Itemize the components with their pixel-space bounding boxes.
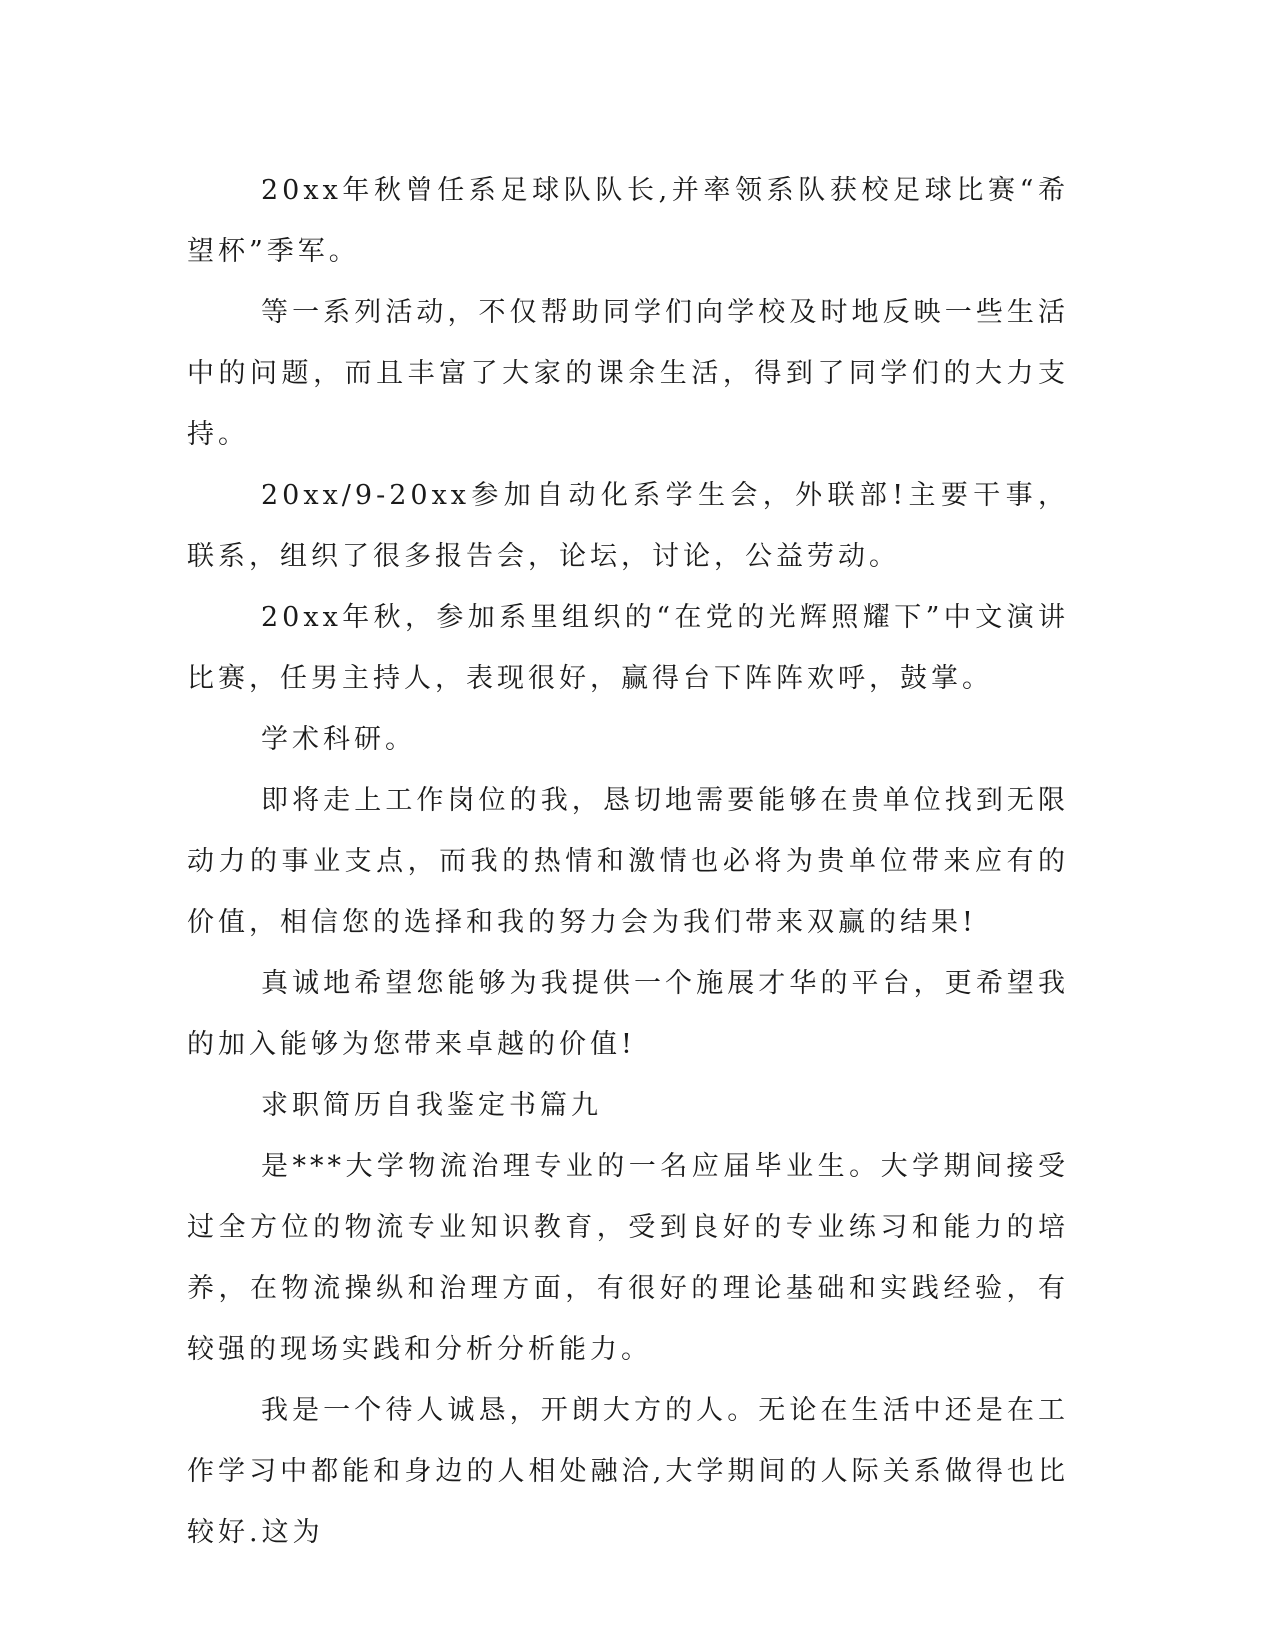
section-heading: 求职简历自我鉴定书篇九 bbox=[261, 1090, 602, 1121]
paragraph-logistics-major: 是***大学物流治理专业的一名应届毕业生。大学期间接受过全方位的物流专业知识教育，受到良好的专业练习和能力的培养，在物流操纵和治理方面，有很好的理论基础和实践经验，有较强的现场实践和分析分析能力。 bbox=[187, 1151, 1069, 1365]
paragraph-football-captain: 20xx年秋曾任系足球队队长,并率领系队获校足球比赛“希望杯”季军。 bbox=[187, 175, 1069, 267]
paragraph-activities: 等一系列活动，不仅帮助同学们向学校及时地反映一些生活中的问题，而且丰富了大家的课余生活，得到了同学们的大力支持。 bbox=[187, 297, 1069, 450]
paragraph-sincere-hope: 真诚地希望您能够为我提供一个施展才华的平台，更希望我的加入能够为您带来卓越的价值! bbox=[187, 968, 1069, 1060]
paragraph-academic-research: 学术科研。 bbox=[261, 724, 416, 755]
paragraph-job-aspiration: 即将走上工作岗位的我，恳切地需要能够在贵单位找到无限动力的事业支点，而我的热情和激情也必将为贵单位带来应有的价值，相信您的选择和我的努力会为我们带来双赢的结果! bbox=[187, 785, 1069, 938]
document-body bbox=[187, 160, 1069, 1563]
paragraph-personality: 我是一个待人诚恳，开朗大方的人。无论在生活中还是在工作学习中都能和身边的人相处融洽,大学期间的人际关系做得也比较好.这为 bbox=[187, 1395, 1069, 1548]
paragraph-student-union: 20xx/9-20xx参加自动化系学生会，外联部!主要干事，联系，组织了很多报告会，论坛，讨论，公益劳动。 bbox=[187, 480, 1069, 572]
paragraph-speech-contest: 20xx年秋，参加系里组织的“在党的光辉照耀下”中文演讲比赛，任男主持人，表现很好，赢得台下阵阵欢呼，鼓掌。 bbox=[187, 602, 1069, 694]
